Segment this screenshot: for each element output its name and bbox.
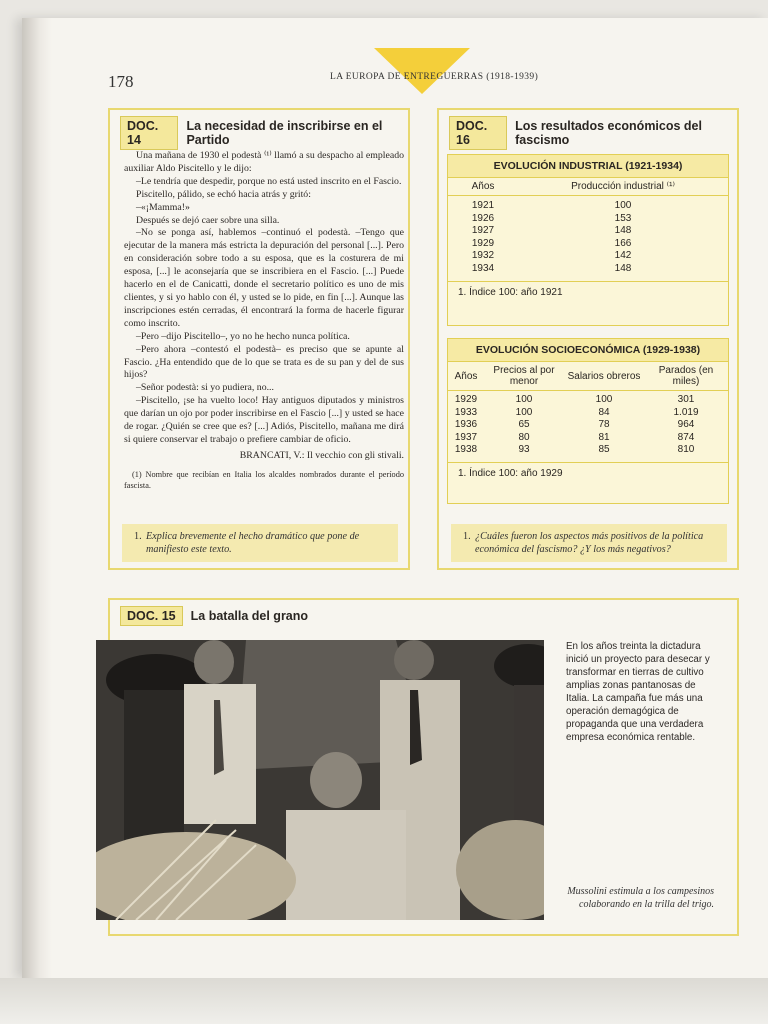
- doc16-tag: DOC. 16: [449, 116, 507, 150]
- column-header: Precios al por menor: [484, 362, 564, 391]
- doc15-title: La batalla del grano: [190, 609, 309, 623]
- doc14-paragraph: –Le tendría que despedir, porque no está usted inscrito en el Fascio.: [136, 175, 402, 187]
- table-row: [448, 263, 728, 281]
- value-cell: 100: [614, 200, 632, 211]
- column-header: Años: [448, 178, 518, 196]
- value-cell: 301: [677, 394, 695, 405]
- value-cell: 78: [598, 419, 610, 431]
- year-cell: 1929: [454, 394, 478, 405]
- value-cell: 80: [518, 431, 530, 443]
- socio-table-box: [447, 338, 729, 504]
- value-cell: 874: [677, 431, 695, 443]
- doc16-title: Los resultados económicos del fascismo: [515, 119, 702, 147]
- industrial-table-title: EVOLUCIÓN INDUSTRIAL (1921-1934): [448, 155, 728, 178]
- column-header: Años: [448, 362, 484, 391]
- value-cell: 81: [598, 431, 610, 443]
- value-cell: 85: [598, 444, 610, 456]
- value-cell: 148: [614, 225, 632, 237]
- doc14-question-text: Explica brevemente el hecho dramático que pone de manifiesto este texto.: [146, 531, 360, 555]
- year-cell: 1937: [454, 431, 478, 443]
- value-cell: 810: [677, 444, 695, 456]
- year-cell: 1929: [471, 237, 495, 249]
- socio-table-note: 1. Índice 100: año 1929: [448, 462, 728, 484]
- value-cell: 964: [677, 419, 695, 431]
- industrial-table: [448, 178, 728, 281]
- doc15-text: En los años treinta la dictadura inició un proyecto para desecar y transformar en tierras de cultivo amplias zonas pantanosas de Italia. La campaña fue más una operación demagógica de propaganda que una verdadera empresa económica rentable.: [566, 641, 710, 743]
- socio-table: [448, 362, 728, 462]
- value-cell: 100: [515, 394, 533, 405]
- table-row: [448, 196, 728, 213]
- doc14-box: [108, 108, 410, 570]
- socio-table-title: EVOLUCIÓN SOCIOECONÓMICA (1929-1938): [448, 339, 728, 362]
- doc14-footnote: (1) Nombre que recibían en Italia los alcaldes nombrados durante el período fascista.: [124, 469, 404, 490]
- doc14-paragraph: Una mañana de 1930 el podestà ⁽¹⁾ llamó a su despacho al empleado auxiliar Aldo Piscitello y le dijo:: [124, 150, 404, 174]
- doc14-paragraph: Después se dejó caer sobre una silla.: [136, 214, 280, 226]
- doc16-question: [451, 524, 727, 562]
- table-row: [448, 419, 728, 432]
- page-edge-shadow: [0, 978, 768, 1024]
- value-cell: 142: [614, 250, 632, 262]
- table-row: [448, 213, 728, 226]
- column-header: Producción industrial ⁽¹⁾: [518, 178, 728, 196]
- column-header: Parados (en miles): [644, 362, 728, 391]
- doc14-text: [124, 150, 404, 491]
- doc15-tag: DOC. 15: [120, 606, 183, 626]
- doc16-box: [437, 108, 739, 570]
- year-cell: 1936: [454, 419, 478, 431]
- industrial-table-note: 1. Índice 100: año 1921: [448, 281, 728, 303]
- table-row: [448, 407, 728, 420]
- value-cell: 148: [614, 263, 632, 275]
- doc14-paragraph: –Piscitello, ¡se ha vuelto loco! Hay antiguos diputados y ministros que darían un ojo por poder inscribirse en el Fascio [...] y usted se hace de rogar. ¿Quién se cree que es? [...] Adiós, Piscitello, mañana me dirá si quiere conservar el trabajo o prefiere cambiar de oficio.: [124, 395, 404, 445]
- doc14-header: [120, 116, 408, 150]
- page-spine: [22, 18, 52, 978]
- doc15-header: [120, 606, 308, 626]
- table-row: [448, 391, 728, 407]
- threshing-photo: [96, 640, 544, 920]
- doc14-paragraph: –«¡Mamma!»: [136, 201, 190, 213]
- table-row: [448, 250, 728, 263]
- doc14-author: BRANCATI, V.: Il vecchio con gli stivali.: [239, 449, 404, 461]
- photo-caption: Mussolini estimula a los campesinos colaborando en la trilla del trigo.: [567, 886, 714, 910]
- doc14-question-number: 1.: [134, 531, 142, 542]
- doc16-header: [449, 116, 737, 150]
- year-cell: 1921: [471, 200, 495, 211]
- year-cell: 1927: [471, 225, 495, 237]
- doc14-title: La necesidad de inscribirse en el Partido: [186, 119, 383, 147]
- value-cell: 100: [595, 394, 613, 405]
- table-row: [448, 444, 728, 462]
- page-number: 178: [108, 72, 134, 91]
- value-cell: 153: [614, 212, 632, 224]
- year-cell: 1933: [454, 406, 478, 418]
- year-cell: 1934: [471, 263, 495, 275]
- doc14-paragraph: Piscitello, pálido, se echó hacia atrás y gritó:: [136, 188, 311, 200]
- doc14-tag: DOC. 14: [120, 116, 178, 150]
- running-head: LA EUROPA DE ENTREGUERRAS (1918-1939): [330, 72, 539, 82]
- industrial-table-box: [447, 154, 729, 326]
- table-row: [448, 225, 728, 238]
- value-cell: 1.019: [673, 406, 699, 418]
- doc14-question: [122, 524, 398, 562]
- doc14-paragraph: –Pero –dijo Piscitello–, yo no he hecho nunca política.: [136, 330, 350, 342]
- year-cell: 1926: [471, 212, 495, 224]
- doc16-question-number: 1.: [463, 531, 471, 542]
- doc14-paragraph: –Señor podestà: si yo pudiera, no...: [136, 382, 274, 394]
- year-cell: 1932: [471, 250, 495, 262]
- year-cell: 1938: [454, 444, 478, 456]
- value-cell: 93: [518, 444, 530, 456]
- value-cell: 166: [614, 237, 632, 249]
- value-cell: 84: [598, 406, 610, 418]
- value-cell: 100: [515, 406, 533, 418]
- doc14-paragraph: –Pero ahora –contestó el podestà– es preciso que se apunte al Fascio. ¿Ha entendido que de lo que se trata es de su pan y del de sus hijos?: [124, 343, 404, 381]
- photo-illustration: [96, 640, 544, 920]
- doc16-question-text: ¿Cuáles fueron los aspectos más positivos de la política económica del fascismo? ¿Y los más negativos?: [475, 531, 704, 555]
- table-row: [448, 238, 728, 251]
- chapter-tab-marker: [374, 48, 470, 94]
- column-header: Salarios obreros: [564, 362, 644, 391]
- doc14-paragraph: –No se ponga así, hablemos –continuó el podestà. –Tengo que ejecutar de la manera más estricta la depuración del personal [...]. Pero en consideración sobre todo a su esposa, que es la costurera de mi esposa, [...] le aconsejaría que se inscribiera en el Fascio. [...] Puede hacerlo en el de Canicattì, donde el secretario político es uno de mis clientes, y si yo hablo con él, y usted se lo pide, en fin [...]. Aunque las inscripciones estén cerradas, él encontrará la forma de hacerle figurar como inscrito.: [124, 227, 404, 329]
- table-row: [448, 432, 728, 445]
- value-cell: 65: [518, 419, 530, 431]
